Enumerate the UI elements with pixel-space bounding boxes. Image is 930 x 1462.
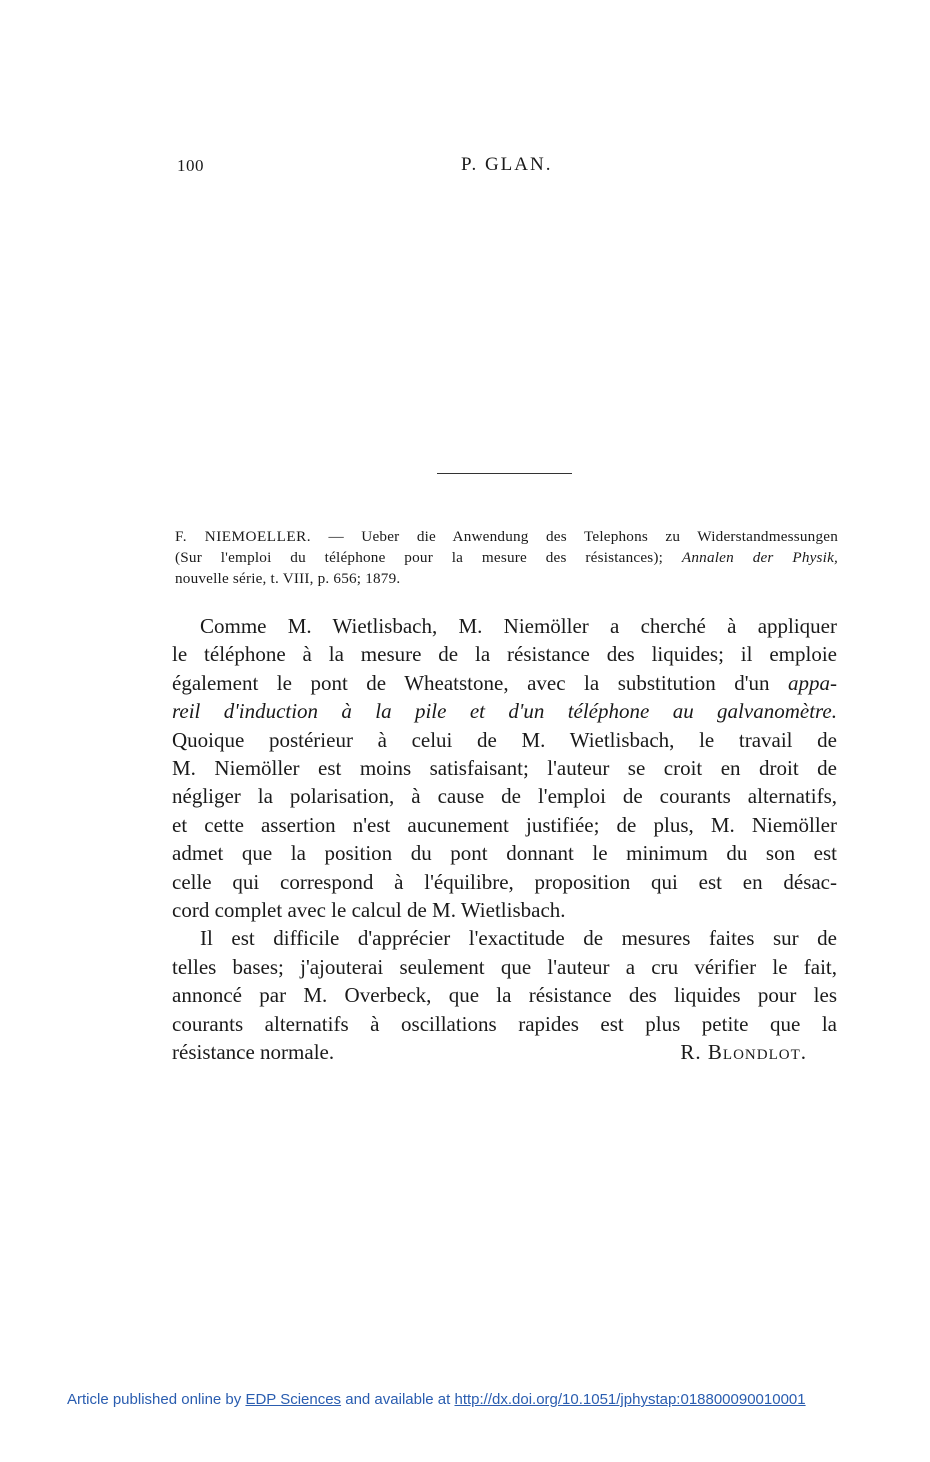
reference-title: — Ueber die Anwendung des Telephons zu Widerstandmessungen bbox=[311, 528, 838, 545]
doi-link[interactable]: http://dx.doi.org/10.1051/jphystap:018800090010001 bbox=[454, 1391, 806, 1408]
reference-line bbox=[175, 547, 838, 568]
body-line bbox=[172, 697, 837, 725]
italic-text: appa- bbox=[788, 670, 837, 695]
body-line: Il est difficile d'apprécier l'exactitude de mesures faites sur de bbox=[200, 926, 837, 951]
body-line: annoncé par M. Overbeck, que la résistance des liquides pour les bbox=[172, 983, 837, 1008]
body-line: Comme M. Wietlisbach, M. Niemöller a cherché à appliquer bbox=[200, 614, 837, 638]
reference-line: nouvelle série, t. VIII, p. 656; 1879. bbox=[175, 570, 401, 587]
running-head: P. GLAN. bbox=[461, 154, 553, 175]
body-text-segment: également le pont de Wheatstone, avec la substitution d'un bbox=[172, 670, 770, 695]
reference-journal: Annalen der Physik, bbox=[681, 549, 839, 566]
section-separator bbox=[437, 473, 572, 474]
article-body bbox=[172, 612, 837, 1067]
publisher-link[interactable]: EDP Sciences bbox=[245, 1391, 342, 1408]
footer-prefix: Article published online by bbox=[67, 1391, 246, 1408]
body-line: telles bases; j'ajouterai seulement que l'auteur a cru vérifier le fait, bbox=[172, 954, 837, 979]
body-line: le téléphone à la mesure de la résistance des liquides; il emploie bbox=[172, 642, 837, 667]
publication-footer bbox=[67, 1391, 806, 1408]
bibliographic-reference bbox=[175, 526, 838, 589]
reference-line bbox=[175, 526, 838, 547]
body-line: courants alternatifs à oscillations rapides est plus petite que la bbox=[172, 1011, 837, 1036]
page-number: 100 bbox=[177, 156, 204, 175]
body-line: celle qui correspond à l'équilibre, proposition qui est en désac- bbox=[172, 869, 837, 894]
italic-text: reil d'induction à la pile et d'un téléphone au galvanomètre. bbox=[172, 699, 837, 724]
body-line: cord complet avec le calcul de M. Wietlisbach. bbox=[172, 898, 566, 923]
body-text-segment: résistance normale. bbox=[172, 1040, 335, 1065]
footer-middle: and available at bbox=[341, 1391, 455, 1408]
reference-author: F. NIEMOELLER. bbox=[175, 528, 312, 545]
body-line: Quoique postérieur à celui de M. Wietlisbach, le travail de bbox=[172, 727, 837, 752]
reference-french-title: (Sur l'emploi du téléphone pour la mesure des résistances); bbox=[175, 549, 664, 566]
body-line bbox=[172, 1038, 837, 1066]
body-line: négliger la polarisation, à cause de l'emploi de courants alternatifs, bbox=[172, 784, 837, 809]
body-line: et cette assertion n'est aucunement justifiée; de plus, M. Niemöller bbox=[172, 812, 837, 837]
body-line bbox=[172, 669, 837, 697]
body-line: admet que la position du pont donnant le minimum du son est bbox=[172, 841, 837, 866]
body-line: M. Niemöller est moins satisfaisant; l'auteur se croit en droit de bbox=[172, 756, 837, 781]
author-signature: R. Blondlot. bbox=[680, 1040, 807, 1065]
